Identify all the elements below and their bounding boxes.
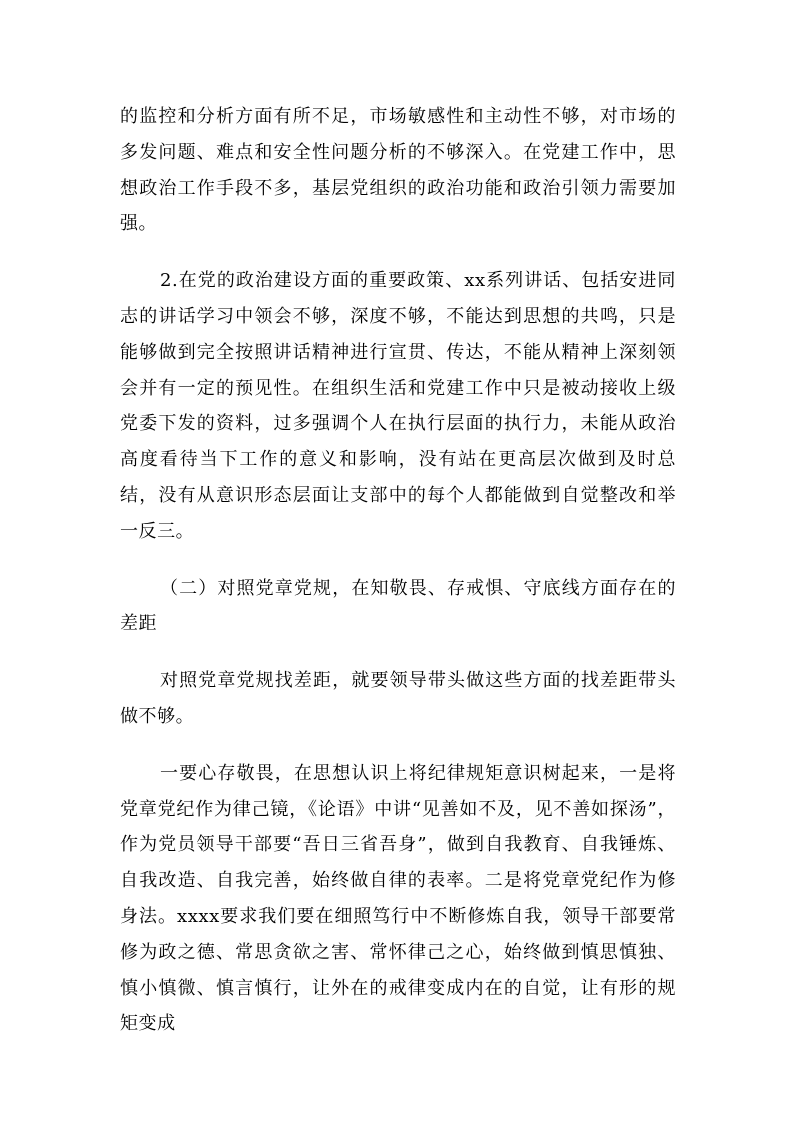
paragraph-1: 的监控和分析方面有所不足，市场敏感性和主动性不够，对市场的多发问题、难点和安全性问题分析的不够深入。在党建工作中，思想政治工作手段不多，基层党组织的政治功能和政治引领力需要加强。 — [120, 106, 676, 235]
paragraph-3: 对照党章党规找差距，就要领导带头做这些方面的找差距带头做不够。 — [120, 670, 676, 727]
document-body — [120, 99, 676, 1042]
paragraph-2: 2.在党的政治建设方面的重要政策、xx系列讲话、包括安进同志的讲话学习中领会不够，深度不够，不能达到思想的共鸣，只是能够做到完全按照讲话精神进行宣贯、传达，不能从精神上深刻领会并有一定的预见性。在组织生活和党建工作中只是被动接收上级党委下发的资料，过多强调个人在执行层面的执行力，未能从政治高度看待当下工作的意义和影响，没有站在更高层次做到及时总结，没有从意识形态层面让支部中的每个人都能做到自觉整改和举一反三。 — [120, 270, 676, 542]
paragraph-4: 一要心存敬畏，在思想认识上将纪律规矩意识树起来，一是将党章党纪作为律己镜，《论语》中讲“见善如不及，见不善如探汤”，作为党员领导干部要“吾日三省吾身”，做到自我教育、自我锤炼、自我改造、自我完善，始终做自律的表率。二是将党章党纪作为修身法。xxxx要求我们要在细照笃行中不断修炼自我，领导干部要常修为政之德、常思贪欲之害、常怀律己之心，始终做到慎思慎独、慎小慎微、慎言慎行，让外在的戒律变成内在的自觉，让有形的规矩变成 — [120, 762, 676, 1035]
section-heading: （二）对照党章党规，在知敬畏、存戒惧、守底线方面存在的差距 — [120, 577, 676, 635]
